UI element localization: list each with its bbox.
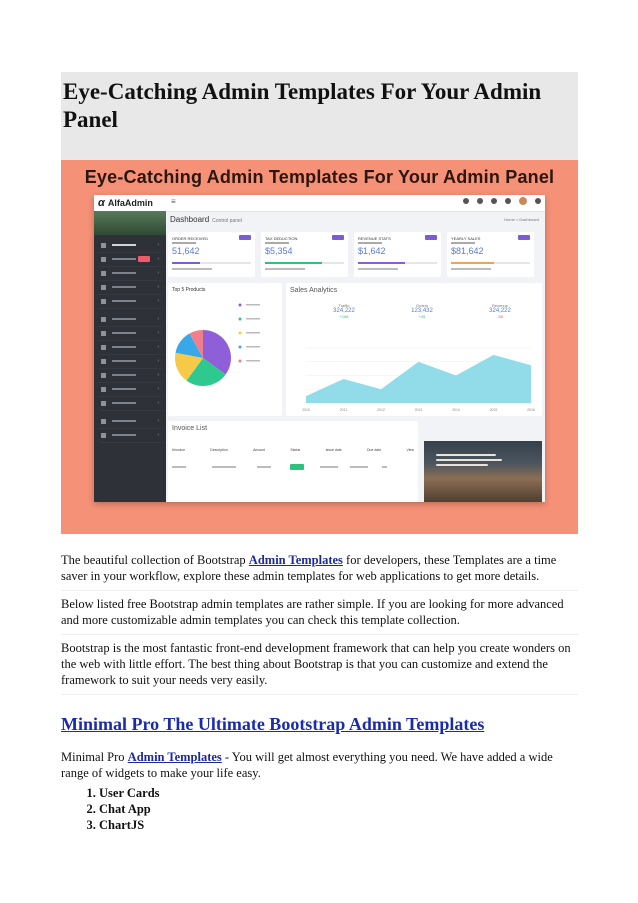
mail-icon xyxy=(505,198,511,204)
stat-label: YEARLY SALES xyxy=(451,236,481,241)
x-tick-label: 2010 xyxy=(302,408,310,412)
invoice-title: Invoice List xyxy=(172,425,208,432)
mock-brand xyxy=(98,197,153,209)
stat-label: ORDER RECEIVED xyxy=(172,236,209,241)
stat-value: 51,642 xyxy=(172,246,200,256)
sidebar-item: › xyxy=(98,429,162,443)
sales-stat-label: Revenue xyxy=(491,303,508,308)
invoice-column-header: Issue date xyxy=(325,448,342,452)
list-item: 3. ChartJS xyxy=(99,817,578,833)
stat-value: $1,642 xyxy=(358,246,386,256)
area-chart xyxy=(286,283,542,416)
sales-stat-value: 123,432 xyxy=(411,308,433,314)
legend-label xyxy=(246,332,260,334)
x-tick-label: 2016 xyxy=(527,408,535,412)
sales-stat-value: 324,222 xyxy=(489,308,511,314)
legend-dot xyxy=(239,332,242,335)
sidebar-item: › xyxy=(98,355,162,369)
sales-stat-label: Orders xyxy=(415,303,429,308)
sales-analytics-panel xyxy=(286,283,542,416)
mock-page-title: Dashboard Control panel xyxy=(170,215,242,224)
gear-icon xyxy=(535,198,541,204)
invoice-column-header: Description xyxy=(210,448,228,452)
sidebar-item: › xyxy=(98,415,162,429)
stat-value: $81,642 xyxy=(451,246,484,256)
x-tick-label: 2012 xyxy=(377,408,385,412)
stat-card xyxy=(168,232,255,277)
mock-brand-name: AlfaAdmin xyxy=(107,198,153,208)
legend-label xyxy=(246,318,260,320)
stat-card xyxy=(447,232,534,277)
sales-stat-label: Traffic xyxy=(338,303,350,308)
section-heading[interactable]: Minimal Pro The Ultimate Bootstrap Admin Templates xyxy=(61,714,485,734)
alpha-logo-icon: α xyxy=(98,197,105,209)
sidebar-item: › xyxy=(98,239,162,253)
hero-caption: Eye-Catching Admin Templates For Your Admin Panel xyxy=(84,167,555,187)
photo-caption-marker xyxy=(434,453,435,454)
sidebar-item: › xyxy=(98,313,162,327)
mock-topbar xyxy=(94,195,545,212)
admin-templates-link-2[interactable]: Admin Templates xyxy=(127,750,222,764)
sales-analytics-title: Sales Analytics xyxy=(290,287,338,294)
x-tick-label: 2013 xyxy=(414,408,423,412)
sales-stat-change: -58 xyxy=(497,314,503,319)
admin-templates-link[interactable]: Admin Templates xyxy=(248,553,343,567)
bell-icon xyxy=(491,198,497,204)
invoice-row xyxy=(172,464,414,472)
list-item: 2. Chat App xyxy=(99,801,578,817)
legend-label xyxy=(246,346,260,348)
sidebar-item: › xyxy=(98,253,162,267)
legend-dot xyxy=(239,346,242,349)
stat-label: REVENUE STATS xyxy=(358,236,391,241)
invoice-column-header: Due date xyxy=(366,448,382,452)
stat-card xyxy=(354,232,441,277)
mock-sidebar xyxy=(94,211,166,502)
mock-top-icons xyxy=(463,198,541,205)
invoice-column-header: #Invoice xyxy=(172,448,186,452)
paragraph-intro: The beautiful collection of Bootstrap Admin Templates for developers, these Templates are a time saver in your workflow, explore these admin templates for web applications to get more details. xyxy=(61,553,557,583)
admin-dashboard-mockup xyxy=(94,195,545,502)
stat-value: $5,354 xyxy=(265,246,293,256)
x-tick-label: 2014 xyxy=(452,408,460,412)
legend-dot xyxy=(239,318,242,321)
legend-label xyxy=(246,360,260,362)
sales-stat-change: +45 xyxy=(418,314,426,319)
sidebar-item: › xyxy=(98,327,162,341)
invoice-column-header: View xyxy=(406,448,414,452)
mock-breadcrumb: Home > Dashboard xyxy=(504,217,539,222)
stat-card xyxy=(261,232,348,277)
sidebar-item: › xyxy=(98,383,162,397)
sidebar-banner xyxy=(94,211,166,235)
document-page xyxy=(61,72,578,833)
sales-stat-value: 324,222 xyxy=(333,308,355,314)
avatar xyxy=(519,197,527,205)
top-products-panel xyxy=(168,283,282,416)
article-body xyxy=(61,552,578,833)
sidebar-item: › xyxy=(98,397,162,411)
legend-label xyxy=(246,304,260,306)
legend-dot xyxy=(239,360,242,363)
x-tick-label: 2011 xyxy=(339,408,348,412)
mountain-photo xyxy=(424,441,542,502)
stat-label: TAX DEDUCTION xyxy=(265,236,298,241)
sidebar-item: › xyxy=(98,341,162,355)
hamburger-icon: ≡ xyxy=(171,197,176,206)
invoice-column-header: Status xyxy=(290,448,301,452)
pie-chart xyxy=(168,283,282,416)
title-block xyxy=(61,72,578,160)
grid-icon xyxy=(477,198,483,204)
top-products-title: Top 5 Products xyxy=(172,287,206,293)
sidebar-item: › xyxy=(98,369,162,383)
sales-stat-change: +158 xyxy=(339,314,349,319)
paragraph-minimal-pro: Minimal Pro Admin Templates - You will get almost everything you need. We have added a wide range of widgets to make your life easy. xyxy=(61,750,553,780)
paragraph-simple: Below listed free Bootstrap admin templates are rather simple. If you are looking for more advanced and more customizable admin templates you can check this template collection. xyxy=(61,597,564,627)
status-badge xyxy=(290,464,304,470)
feature-list xyxy=(61,785,578,833)
hero-image xyxy=(61,160,578,534)
list-item: 1. User Cards xyxy=(99,785,578,801)
invoice-header xyxy=(172,448,414,458)
sidebar-item: › xyxy=(98,281,162,295)
legend-dot xyxy=(239,304,242,307)
paragraph-bootstrap: Bootstrap is the most fantastic front-end development framework that can help you create wonders on the web with little effort. The best thing about Bootstrap is that you can customize and extend the framework to suit your needs very easily. xyxy=(61,641,571,687)
area-series xyxy=(306,355,531,403)
x-tick-label: 2015 xyxy=(489,408,498,412)
page-title: Eye-Catching Admin Templates For Your Admin Panel xyxy=(63,79,542,132)
search-icon xyxy=(463,198,469,204)
sidebar-item: › xyxy=(98,267,162,281)
invoice-panel xyxy=(168,421,418,502)
sidebar-item: › xyxy=(98,295,162,309)
invoice-column-header: Amount xyxy=(253,448,266,452)
